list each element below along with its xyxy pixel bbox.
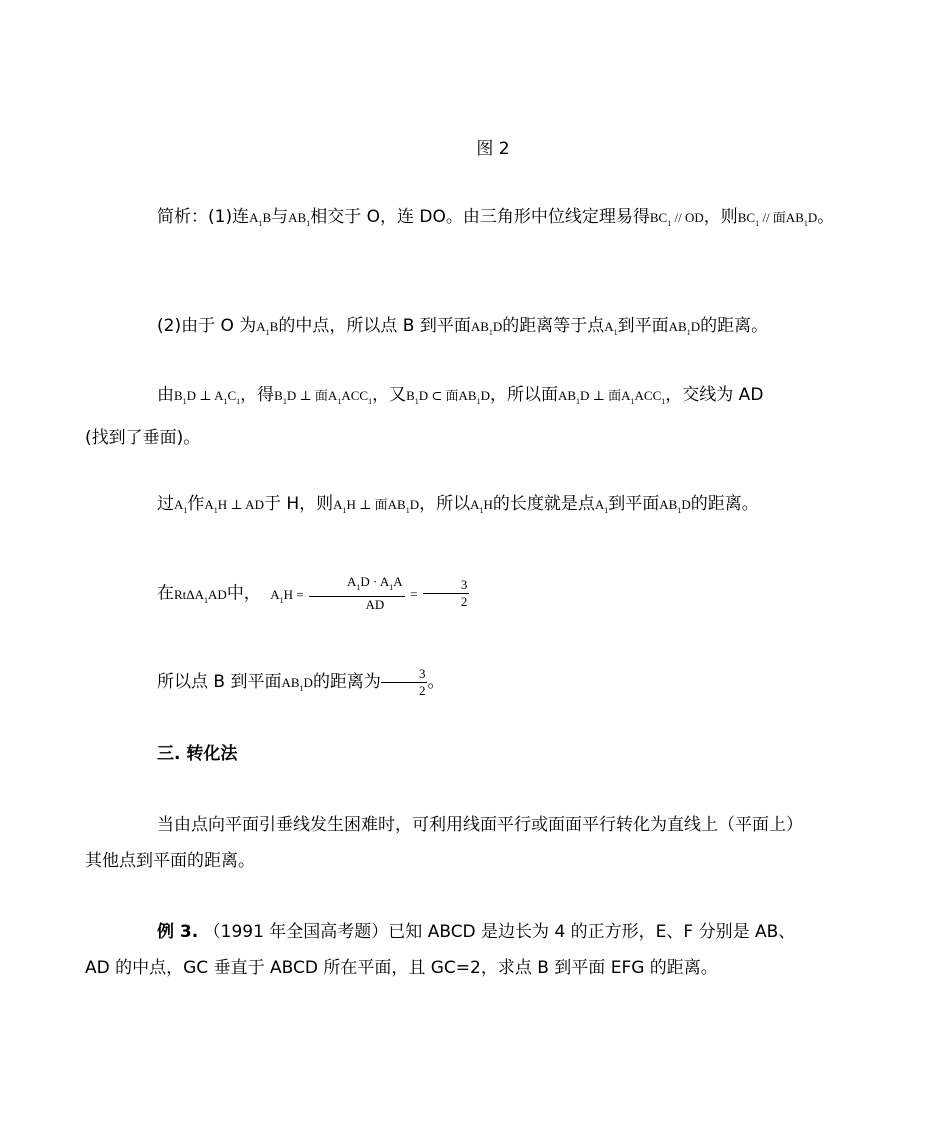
text: 到平面	[617, 316, 669, 336]
text: ，又	[372, 385, 407, 405]
math-a1h-perp-ad: $A_1H$ ⊥ AD	[204, 497, 264, 515]
text: 的距离等于点	[502, 316, 605, 336]
text: 的距离。	[690, 494, 759, 514]
text: 在	[157, 583, 174, 604]
text: (2)由于 O 为	[157, 316, 257, 336]
text: 与	[271, 207, 289, 227]
analysis-paragraph-1	[121, 199, 841, 242]
text: (找到了垂面)。	[85, 428, 201, 448]
text: ，得	[240, 385, 275, 405]
math-plane-ab1d: $AB_1D$	[281, 675, 313, 693]
math-a1h-perp-plane: $A_1H$ ⊥ 面$AB_1D$	[333, 497, 420, 515]
text: 到平面	[608, 494, 660, 514]
text: 于 H，则	[263, 494, 334, 514]
fraction-numerator: 3	[423, 577, 470, 594]
math-a1h: $A_1H$	[470, 497, 493, 515]
math-ab1: $AB_1$	[288, 210, 311, 228]
example-label: 例 3.	[157, 922, 199, 942]
fraction-distance	[381, 666, 428, 699]
text: AD 的中点，GC 垂直于 ABCD 所在平面，且 GC=2，求点 B 到平面 EFG 的距离。	[85, 958, 718, 978]
text: 。	[817, 207, 835, 227]
math-a1: $A_1$	[594, 497, 609, 515]
math-a1: $A_1$	[174, 497, 188, 515]
analysis-paragraph-3	[85, 377, 841, 456]
math-bc1-parallel-plane: $BC_1$ // 面$AB_1D$	[737, 210, 818, 228]
text: 的距离。	[700, 316, 769, 336]
text: 过	[157, 494, 174, 514]
fraction-numerator: 3	[381, 666, 428, 683]
text: 由	[157, 385, 174, 405]
text: 。	[427, 672, 445, 692]
text: ，则	[703, 207, 738, 227]
text: 作	[187, 494, 205, 514]
analysis-paragraph-4	[121, 486, 841, 529]
section-heading: 三. 转化法	[157, 744, 238, 764]
fraction-denominator: 2	[418, 682, 426, 698]
text: 的距离为	[312, 672, 381, 692]
analysis-paragraph-6	[121, 664, 841, 707]
math-b1d-perp-plane: $B_1D$ ⊥ 面$A_1ACC_1$	[274, 388, 373, 406]
section-intro	[85, 807, 841, 879]
math-a1b: $A_1B$	[256, 319, 279, 337]
math-equals: =	[410, 586, 418, 602]
text: ，所以面	[489, 385, 558, 405]
text: （1991 年全国高考题）已知 ABCD 是边长为 4 的正方形，E、F 分别是 AB、	[203, 922, 796, 942]
math-a1: $A_1$	[604, 319, 618, 337]
text: ，交线为 AD	[665, 385, 764, 405]
fraction-numerator: $A_1D \cdot A_1A$	[309, 574, 405, 597]
math-plane-perp-plane: $AB_1D$ ⊥ 面$A_1ACC_1$	[557, 388, 666, 406]
math-bc1-parallel-od: $BC_1$ // OD	[649, 210, 704, 228]
text: 的长度就是点	[492, 494, 595, 514]
math-plane-ab1d: $AB_1D$	[659, 497, 691, 515]
text: 所以点 B 到平面	[157, 672, 282, 692]
figure-caption: 图 2	[476, 139, 510, 159]
math-plane-ab1d: $AB_1D$	[470, 319, 503, 337]
math-lhs: $A_1H$ =	[270, 586, 304, 605]
text: 当由点向平面引垂线发生困难时，可利用线面平行或面面平行转化为直线上（平面上）	[157, 815, 803, 835]
math-b1d-perp-a1c1: $B_1D$ ⊥ $A_1C_1$	[174, 388, 241, 406]
fraction-a1h	[309, 574, 405, 613]
math-a1b: $A_1B$	[249, 210, 272, 228]
fraction-result	[423, 577, 470, 610]
example-3	[85, 914, 841, 986]
fraction-denominator: AD	[365, 597, 385, 612]
analysis-paragraph-5	[121, 574, 841, 619]
text: 的中点，所以点 B 到平面	[278, 316, 471, 336]
math-plane-ab1d: $AB_1D$	[668, 319, 701, 337]
math-triangle: RtΔA$_1$AD	[174, 586, 227, 605]
text: 相交于 O，连 DO。由三角形中位线定理易得	[310, 207, 650, 227]
fraction-denominator: 2	[460, 594, 468, 609]
text: 简析：(1)连	[157, 207, 250, 227]
math-b1d-subset-plane: $B_1D$ ⊂ 面$AB_1D$	[406, 388, 490, 406]
analysis-paragraph-2	[121, 308, 841, 351]
text: 其他点到平面的距离。	[85, 851, 255, 871]
text: 中，	[226, 583, 261, 604]
text: ，所以	[419, 494, 471, 514]
